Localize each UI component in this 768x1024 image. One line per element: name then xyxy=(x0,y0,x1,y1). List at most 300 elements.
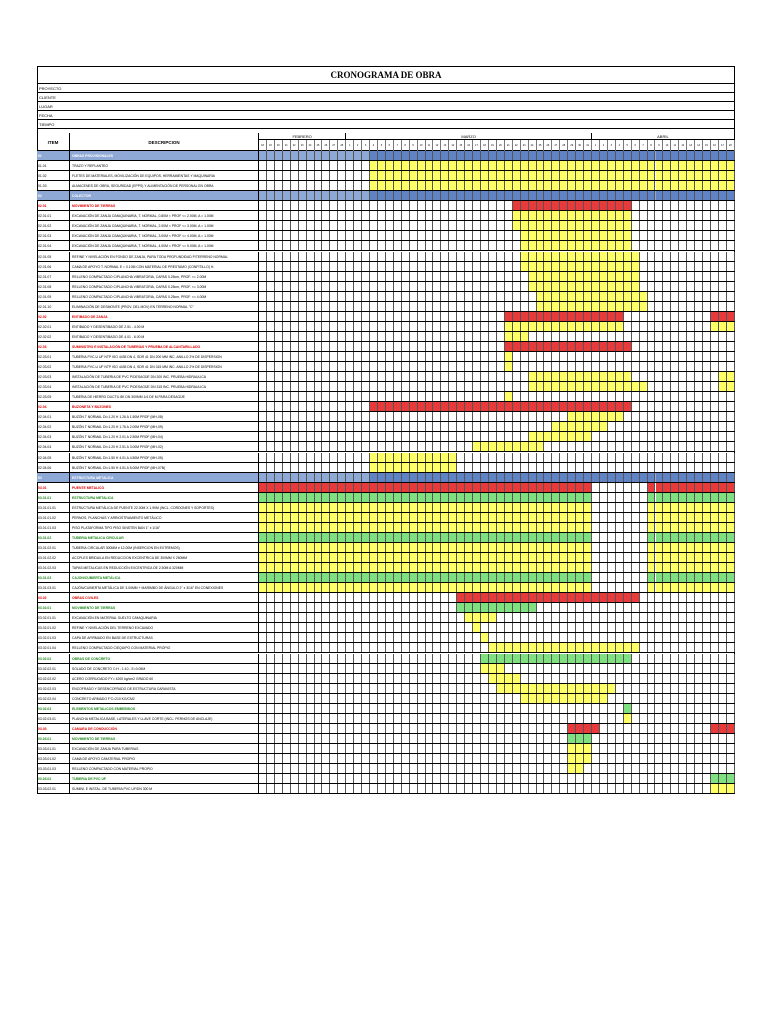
schedule-cell xyxy=(346,754,354,763)
schedule-bar-cell xyxy=(370,513,378,522)
schedule-cell xyxy=(267,201,275,210)
schedule-bar-cell xyxy=(640,151,648,160)
schedule-bar-cell xyxy=(537,342,545,351)
schedule-bar-cell xyxy=(568,161,576,170)
schedule-bar-cell xyxy=(600,181,608,190)
schedule-cell xyxy=(727,684,735,693)
schedule-cell xyxy=(679,402,687,411)
schedule-cell xyxy=(299,473,307,482)
schedule-grid xyxy=(259,151,735,160)
schedule-cell xyxy=(362,312,370,321)
schedule-cell xyxy=(616,362,624,371)
schedule-cell xyxy=(703,463,711,472)
schedule-cell xyxy=(338,633,346,642)
schedule-cell xyxy=(426,382,434,391)
schedule-bar-cell xyxy=(687,151,695,160)
schedule-cell xyxy=(537,362,545,371)
schedule-bar-cell xyxy=(473,583,481,592)
schedule-bar-cell xyxy=(489,151,497,160)
schedule-cell xyxy=(299,322,307,331)
schedule-bar-cell xyxy=(465,181,473,190)
schedule-cell xyxy=(679,613,687,622)
day-number: 7 xyxy=(394,140,402,151)
schedule-cell xyxy=(394,302,402,311)
schedule-cell xyxy=(370,603,378,612)
schedule-bar-cell xyxy=(656,483,664,492)
schedule-bar-cell xyxy=(592,342,600,351)
day-number: 15 xyxy=(703,140,711,151)
schedule-cell xyxy=(632,714,640,723)
schedule-cell xyxy=(449,714,457,723)
schedule-cell xyxy=(711,463,719,472)
schedule-cell xyxy=(275,704,283,713)
schedule-cell xyxy=(640,493,648,502)
schedule-cell xyxy=(671,402,679,411)
schedule-cell xyxy=(330,633,338,642)
schedule-cell xyxy=(267,352,275,361)
schedule-bar-cell xyxy=(497,684,505,693)
schedule-cell xyxy=(497,382,505,391)
schedule-cell xyxy=(346,724,354,733)
schedule-cell xyxy=(267,432,275,441)
schedule-cell xyxy=(338,171,346,180)
schedule-cell xyxy=(362,181,370,190)
schedule-cell xyxy=(695,633,703,642)
schedule-cell xyxy=(727,453,735,462)
schedule-bar-cell xyxy=(576,422,584,431)
schedule-cell xyxy=(719,453,727,462)
schedule-cell xyxy=(695,221,703,230)
day-number: 27 xyxy=(552,140,560,151)
schedule-cell xyxy=(378,412,386,421)
schedule-cell xyxy=(338,282,346,291)
schedule-cell xyxy=(537,714,545,723)
schedule-cell xyxy=(624,623,632,632)
schedule-cell xyxy=(537,633,545,642)
schedule-cell xyxy=(489,392,497,401)
schedule-bar-cell xyxy=(505,674,513,683)
schedule-bar-cell xyxy=(441,553,449,562)
schedule-bar-cell xyxy=(465,553,473,562)
schedule-bar-cell xyxy=(513,312,521,321)
schedule-bar-cell xyxy=(576,543,584,552)
schedule-cell xyxy=(521,382,529,391)
schedule-cell xyxy=(307,442,315,451)
schedule-cell xyxy=(291,392,299,401)
schedule-bar-cell xyxy=(560,583,568,592)
schedule-cell xyxy=(370,613,378,622)
schedule-cell xyxy=(330,593,338,602)
schedule-bar-cell xyxy=(529,241,537,250)
schedule-bar-cell xyxy=(552,312,560,321)
schedule-bar-cell xyxy=(624,372,632,381)
schedule-bar-cell xyxy=(386,523,394,532)
schedule-bar-cell xyxy=(656,583,664,592)
schedule-bar-cell xyxy=(513,151,521,160)
schedule-bar-cell xyxy=(299,553,307,562)
item-description: PUENTE METALICO xyxy=(70,483,259,493)
schedule-cell xyxy=(679,453,687,462)
schedule-cell xyxy=(354,754,362,763)
schedule-bar-cell xyxy=(473,553,481,562)
item-code: 03.03.01.02 xyxy=(37,754,70,764)
schedule-cell xyxy=(497,392,505,401)
schedule-bar-cell xyxy=(568,272,576,281)
schedule-cell xyxy=(648,392,656,401)
schedule-cell xyxy=(513,231,521,240)
schedule-cell xyxy=(679,724,687,733)
schedule-bar-cell xyxy=(616,191,624,200)
schedule-bar-cell xyxy=(521,442,529,451)
schedule-bar-cell xyxy=(711,523,719,532)
schedule-cell xyxy=(307,463,315,472)
schedule-cell xyxy=(600,493,608,502)
schedule-cell xyxy=(489,724,497,733)
schedule-cell xyxy=(299,603,307,612)
schedule-bar-cell xyxy=(624,704,632,713)
schedule-cell xyxy=(418,412,426,421)
schedule-bar-cell xyxy=(727,473,735,482)
schedule-cell xyxy=(497,201,505,210)
schedule-cell xyxy=(299,654,307,663)
schedule-bar-cell xyxy=(481,664,489,673)
schedule-bar-cell xyxy=(481,543,489,552)
table-row xyxy=(37,684,735,694)
schedule-bar-cell xyxy=(362,513,370,522)
schedule-bar-cell xyxy=(489,553,497,562)
schedule-cell xyxy=(338,463,346,472)
schedule-cell xyxy=(418,332,426,341)
schedule-cell xyxy=(441,292,449,301)
schedule-grid xyxy=(259,784,735,793)
schedule-bar-cell xyxy=(537,473,545,482)
schedule-cell xyxy=(354,161,362,170)
schedule-bar-cell xyxy=(378,543,386,552)
schedule-cell xyxy=(521,784,529,793)
schedule-bar-cell xyxy=(584,694,592,703)
schedule-bar-cell xyxy=(497,643,505,652)
schedule-cell xyxy=(457,643,465,652)
schedule-cell xyxy=(648,623,656,632)
schedule-bar-cell xyxy=(600,593,608,602)
schedule-bar-cell xyxy=(592,322,600,331)
schedule-cell xyxy=(513,784,521,793)
schedule-cell xyxy=(529,764,537,773)
item-code: 03.03 xyxy=(37,724,70,734)
schedule-bar-cell xyxy=(679,161,687,170)
schedule-cell xyxy=(354,473,362,482)
schedule-cell xyxy=(433,322,441,331)
schedule-bar-cell xyxy=(505,151,513,160)
schedule-cell xyxy=(449,643,457,652)
schedule-cell xyxy=(679,382,687,391)
schedule-cell xyxy=(346,422,354,431)
schedule-cell xyxy=(648,201,656,210)
schedule-grid xyxy=(259,453,735,462)
schedule-cell xyxy=(489,774,497,783)
schedule-bar-cell xyxy=(291,533,299,542)
schedule-bar-cell xyxy=(370,583,378,592)
schedule-bar-cell xyxy=(402,503,410,512)
schedule-bar-cell xyxy=(568,473,576,482)
schedule-bar-cell xyxy=(616,593,624,602)
schedule-bar-cell xyxy=(426,563,434,572)
schedule-cell xyxy=(521,744,529,753)
schedule-cell xyxy=(267,774,275,783)
schedule-cell xyxy=(616,553,624,562)
item-description: SUMINI. E INSTAL. DE TUBERIA PVC UF/DN 300 M xyxy=(70,784,259,794)
schedule-cell xyxy=(362,674,370,683)
schedule-cell xyxy=(291,191,299,200)
schedule-cell xyxy=(370,774,378,783)
schedule-cell xyxy=(362,664,370,673)
item-code: 02.01.07 xyxy=(37,272,70,282)
schedule-bar-cell xyxy=(291,543,299,552)
table-row xyxy=(37,603,735,613)
schedule-cell xyxy=(521,704,529,713)
schedule-bar-cell xyxy=(513,583,521,592)
schedule-bar-cell xyxy=(521,221,529,230)
schedule-bar-cell xyxy=(457,493,465,502)
schedule-cell xyxy=(386,302,394,311)
schedule-cell xyxy=(608,603,616,612)
schedule-bar-cell xyxy=(299,563,307,572)
schedule-cell xyxy=(283,181,291,190)
schedule-cell xyxy=(497,372,505,381)
schedule-bar-cell xyxy=(433,573,441,582)
schedule-cell xyxy=(505,453,513,462)
schedule-bar-cell xyxy=(521,543,529,552)
schedule-cell xyxy=(489,623,497,632)
schedule-cell xyxy=(727,744,735,753)
schedule-cell xyxy=(394,342,402,351)
schedule-bar-cell xyxy=(354,563,362,572)
schedule-bar-cell xyxy=(394,463,402,472)
schedule-cell xyxy=(521,754,529,763)
schedule-cell xyxy=(259,211,267,220)
schedule-cell xyxy=(703,201,711,210)
schedule-cell xyxy=(648,241,656,250)
schedule-cell xyxy=(703,724,711,733)
schedule-cell xyxy=(663,643,671,652)
schedule-cell xyxy=(267,463,275,472)
schedule-cell xyxy=(394,231,402,240)
table-row xyxy=(37,613,735,623)
schedule-bar-cell xyxy=(433,151,441,160)
schedule-bar-cell xyxy=(537,282,545,291)
schedule-bar-cell xyxy=(473,613,481,622)
schedule-bar-cell xyxy=(473,161,481,170)
schedule-cell xyxy=(441,623,449,632)
day-number: 31 xyxy=(584,140,592,151)
schedule-cell xyxy=(330,231,338,240)
schedule-cell xyxy=(719,593,727,602)
schedule-cell xyxy=(433,231,441,240)
schedule-bar-cell xyxy=(616,402,624,411)
schedule-bar-cell xyxy=(322,523,330,532)
schedule-cell xyxy=(441,704,449,713)
schedule-bar-cell xyxy=(584,211,592,220)
schedule-bar-cell xyxy=(513,654,521,663)
schedule-cell xyxy=(505,252,513,261)
schedule-cell xyxy=(640,674,648,683)
schedule-cell xyxy=(354,312,362,321)
schedule-cell xyxy=(362,774,370,783)
schedule-bar-cell xyxy=(330,483,338,492)
schedule-bar-cell xyxy=(307,523,315,532)
schedule-bar-cell xyxy=(378,463,386,472)
schedule-bar-cell xyxy=(592,422,600,431)
schedule-cell xyxy=(521,633,529,642)
schedule-cell xyxy=(370,412,378,421)
schedule-cell xyxy=(687,362,695,371)
schedule-cell xyxy=(695,201,703,210)
schedule-cell xyxy=(362,734,370,743)
schedule-bar-cell xyxy=(568,151,576,160)
schedule-cell xyxy=(315,734,323,743)
schedule-cell xyxy=(656,684,664,693)
schedule-cell xyxy=(338,422,346,431)
schedule-cell xyxy=(354,613,362,622)
schedule-cell xyxy=(259,764,267,773)
schedule-bar-cell xyxy=(338,533,346,542)
schedule-cell xyxy=(449,442,457,451)
schedule-cell xyxy=(584,392,592,401)
schedule-grid xyxy=(259,563,735,572)
schedule-cell xyxy=(671,764,679,773)
schedule-cell xyxy=(433,613,441,622)
day-number: 24 xyxy=(529,140,537,151)
schedule-cell xyxy=(307,764,315,773)
schedule-cell xyxy=(386,211,394,220)
schedule-cell xyxy=(695,332,703,341)
schedule-bar-cell xyxy=(473,483,481,492)
schedule-cell xyxy=(600,573,608,582)
schedule-bar-cell xyxy=(568,724,576,733)
schedule-cell xyxy=(711,252,719,261)
day-number: 4 xyxy=(616,140,624,151)
schedule-cell xyxy=(362,201,370,210)
schedule-bar-cell xyxy=(465,603,473,612)
schedule-bar-cell xyxy=(727,573,735,582)
schedule-bar-cell xyxy=(449,151,457,160)
schedule-cell xyxy=(275,252,283,261)
schedule-cell xyxy=(679,312,687,321)
schedule-bar-cell xyxy=(727,563,735,572)
schedule-cell xyxy=(648,603,656,612)
schedule-cell xyxy=(457,754,465,763)
schedule-cell xyxy=(370,664,378,673)
schedule-cell xyxy=(410,784,418,793)
schedule-cell xyxy=(711,453,719,462)
item-description: RELLENO COMPACTADO C/PLANCHA VIBRATORIA, CAPAS 0.25cm, PROF. <= 2.00M xyxy=(70,272,259,282)
schedule-cell xyxy=(624,422,632,431)
schedule-cell xyxy=(711,654,719,663)
schedule-bar-cell xyxy=(521,684,529,693)
schedule-cell xyxy=(608,583,616,592)
schedule-cell xyxy=(703,664,711,673)
schedule-bar-cell xyxy=(513,593,521,602)
schedule-cell xyxy=(616,734,624,743)
schedule-cell xyxy=(299,633,307,642)
table-row xyxy=(37,744,735,754)
schedule-cell xyxy=(648,252,656,261)
schedule-bar-cell xyxy=(552,432,560,441)
schedule-cell xyxy=(711,613,719,622)
schedule-cell xyxy=(663,674,671,683)
schedule-cell xyxy=(394,322,402,331)
item-code: 02.01.03 xyxy=(37,231,70,241)
schedule-cell xyxy=(315,382,323,391)
schedule-bar-cell xyxy=(600,171,608,180)
item-code: 03.02.01 xyxy=(37,603,70,613)
schedule-cell xyxy=(346,744,354,753)
schedule-bar-cell xyxy=(354,543,362,552)
schedule-cell xyxy=(330,754,338,763)
schedule-cell xyxy=(568,664,576,673)
schedule-bar-cell xyxy=(576,724,584,733)
schedule-bar-cell xyxy=(719,473,727,482)
schedule-bar-cell xyxy=(568,694,576,703)
schedule-cell xyxy=(338,714,346,723)
schedule-cell xyxy=(481,724,489,733)
schedule-cell xyxy=(632,724,640,733)
schedule-cell xyxy=(386,633,394,642)
schedule-cell xyxy=(711,302,719,311)
schedule-bar-cell xyxy=(576,432,584,441)
schedule-cell xyxy=(648,734,656,743)
schedule-cell xyxy=(386,613,394,622)
schedule-cell xyxy=(465,623,473,632)
schedule-bar-cell xyxy=(330,573,338,582)
schedule-bar-cell xyxy=(362,523,370,532)
schedule-cell xyxy=(299,664,307,673)
schedule-cell xyxy=(354,774,362,783)
schedule-bar-cell xyxy=(481,553,489,562)
schedule-bar-cell xyxy=(703,171,711,180)
schedule-cell xyxy=(315,704,323,713)
schedule-cell xyxy=(322,191,330,200)
schedule-cell xyxy=(283,473,291,482)
schedule-bar-cell xyxy=(433,473,441,482)
schedule-cell xyxy=(640,613,648,622)
schedule-bar-cell xyxy=(632,302,640,311)
schedule-bar-cell xyxy=(505,181,513,190)
schedule-cell xyxy=(346,674,354,683)
schedule-bar-cell xyxy=(632,272,640,281)
schedule-bar-cell xyxy=(544,181,552,190)
schedule-cell xyxy=(663,633,671,642)
schedule-cell xyxy=(315,453,323,462)
schedule-cell xyxy=(624,322,632,331)
schedule-bar-cell xyxy=(259,533,267,542)
schedule-bar-cell xyxy=(418,151,426,160)
schedule-cell xyxy=(473,392,481,401)
schedule-cell xyxy=(283,684,291,693)
schedule-cell xyxy=(505,714,513,723)
table-row xyxy=(37,633,735,643)
schedule-cell xyxy=(346,473,354,482)
schedule-cell xyxy=(259,453,267,462)
schedule-cell xyxy=(513,412,521,421)
item-description: EXCAVACIÓN DE ZANJA C/MAQUINARIA, T. NORMAL, 4.00M < PROF <= 5.00M, A = 1.00M xyxy=(70,241,259,251)
schedule-cell xyxy=(426,714,434,723)
schedule-bar-cell xyxy=(711,563,719,572)
day-number: 3 xyxy=(608,140,616,151)
schedule-cell xyxy=(671,633,679,642)
table-row xyxy=(37,513,735,523)
schedule-bar-cell xyxy=(560,684,568,693)
